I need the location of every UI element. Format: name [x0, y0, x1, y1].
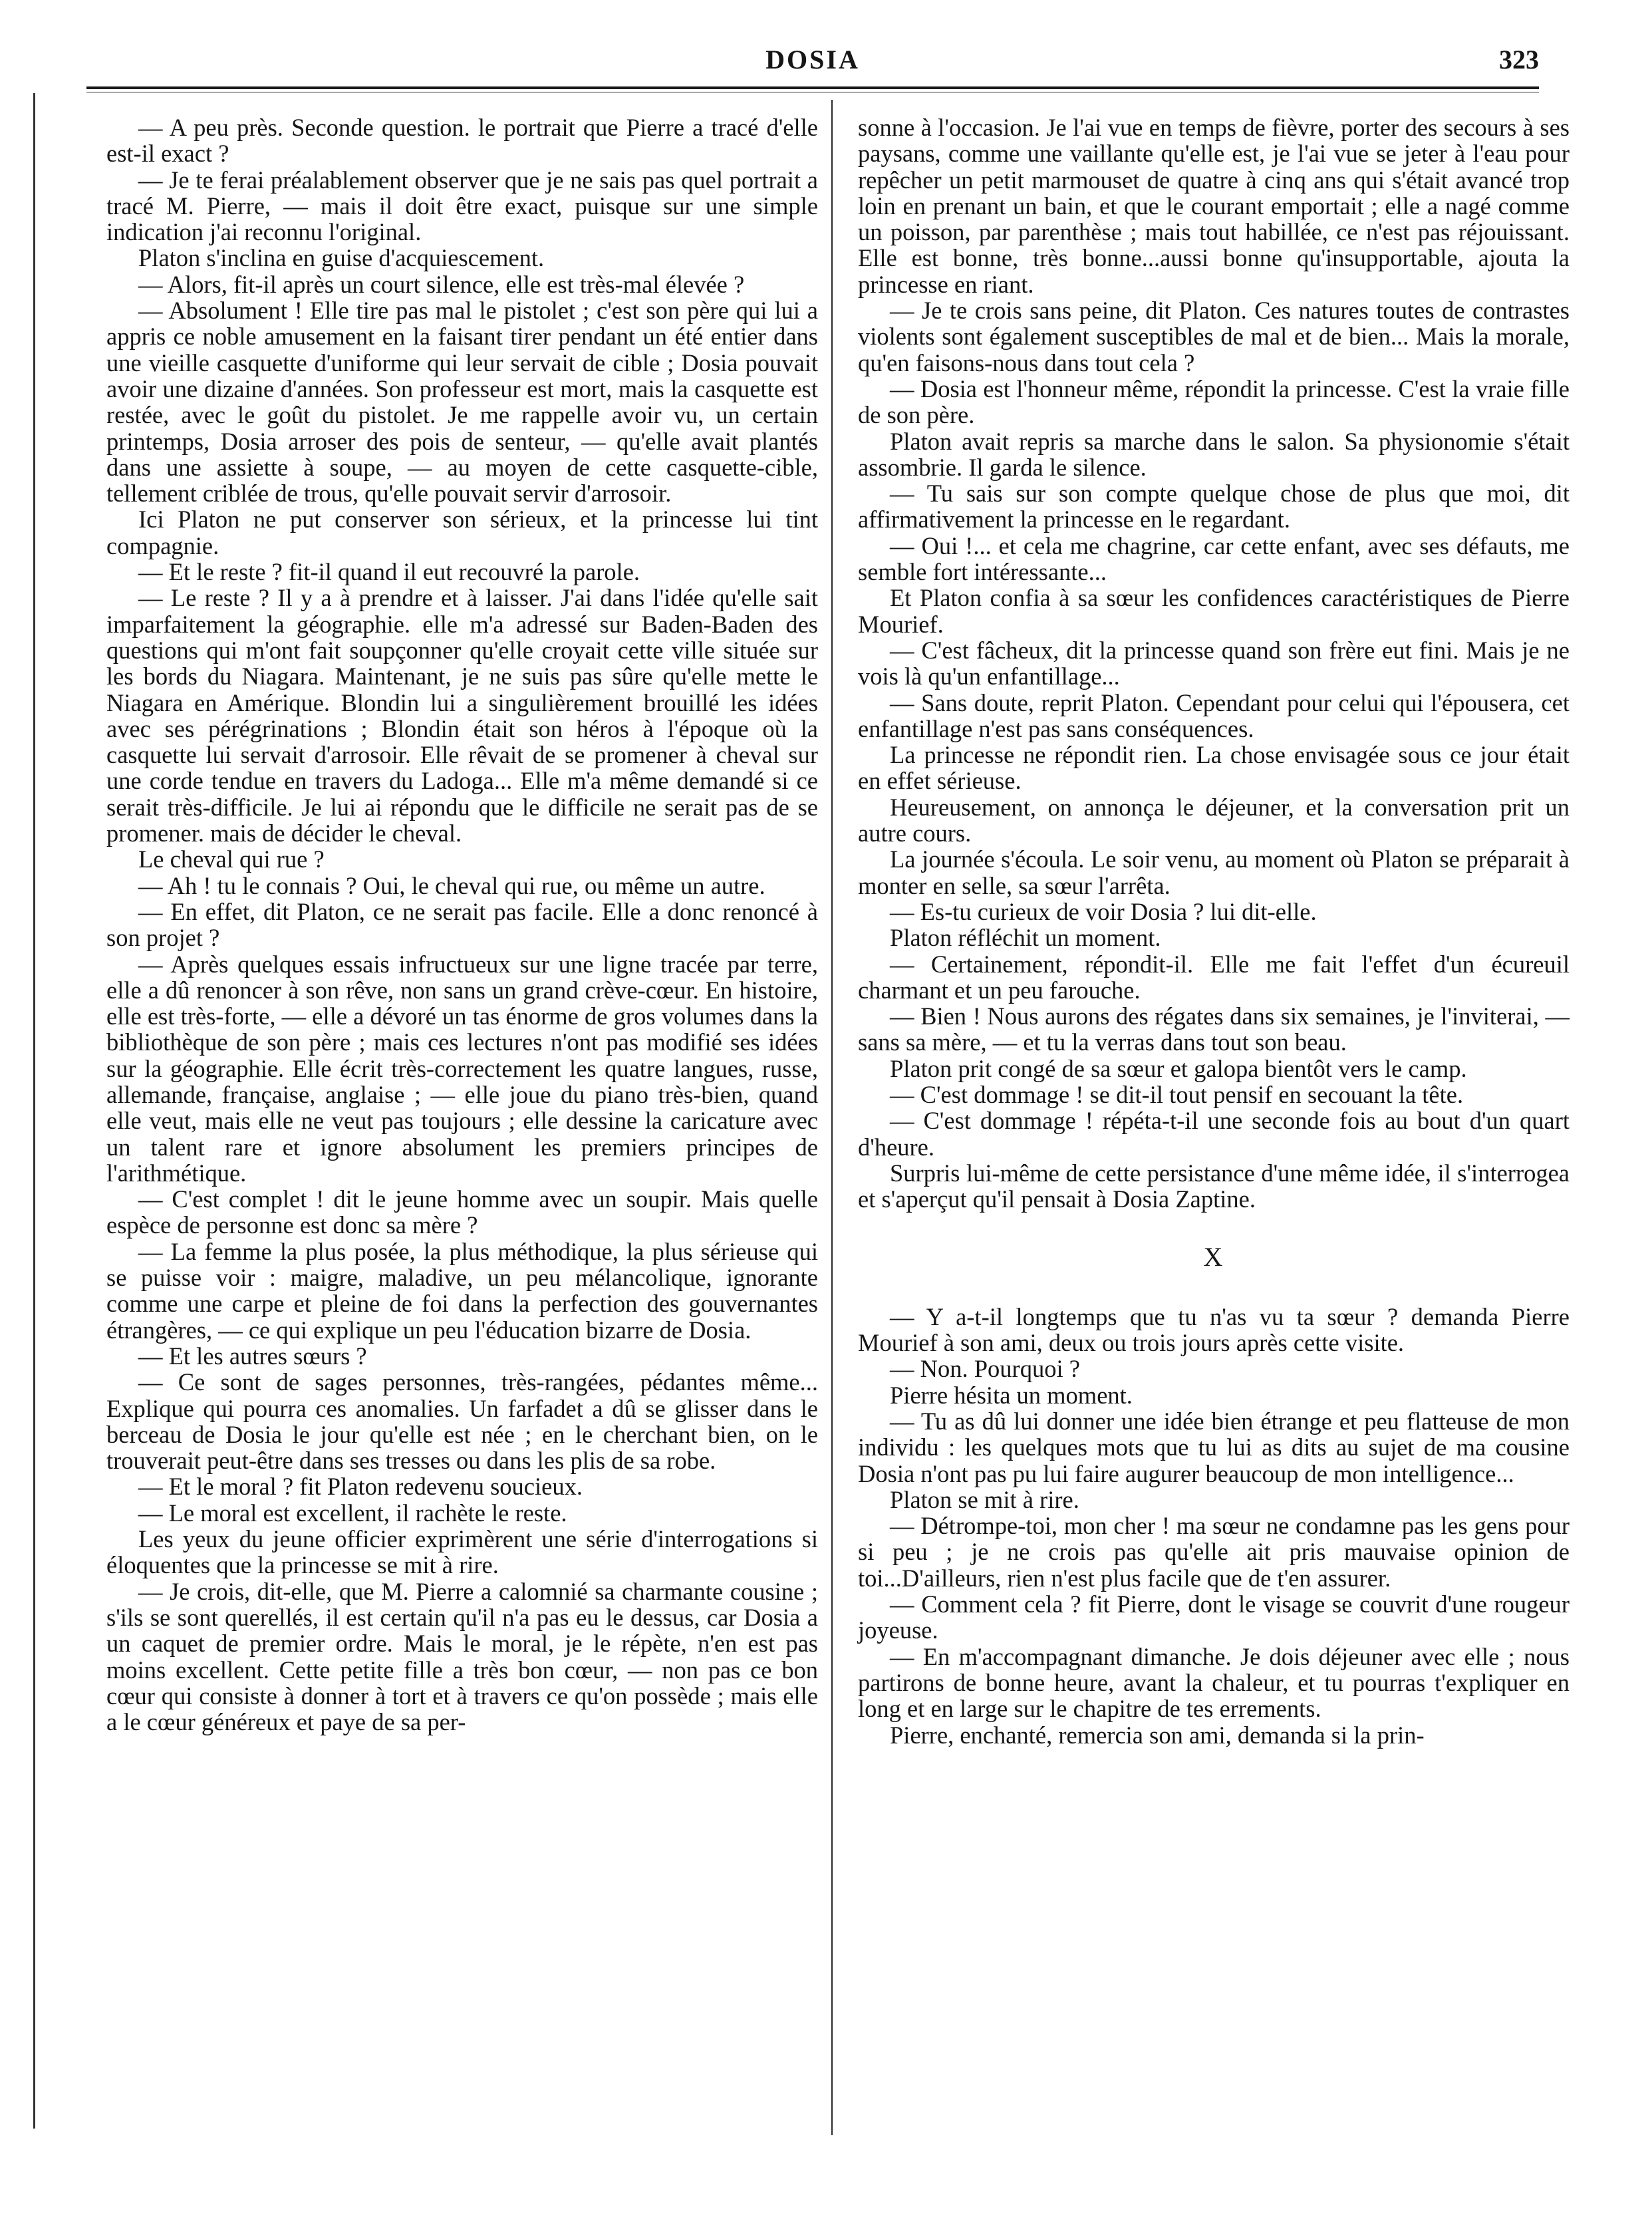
paragraph: — Ce sont de sages personnes, très-rangées, pédantes même... Explique qui pourra ces anomalies. Un farfadet a dû se glisser dans le berceau de Dosia le jour qu'elle est née ; en le cherchant bien, on le trouverait peut-être dans ses tresses ou dans les plis de sa robe.	[106, 1368, 818, 1475]
paragraph: — En m'accompagnant dimanche. Je dois déjeuner avec elle ; nous partirons de bonne heure, avant la chaleur, et tu pourras t'expliquer en long et en large sur le chapitre de tes errements.	[858, 1642, 1570, 1723]
paragraph: — Comment cela ? fit Pierre, dont le visage se couvrit d'une rougeur joyeuse.	[858, 1590, 1570, 1644]
paragraph: La journée s'écoula. Le soir venu, au moment où Platon se préparait à monter en selle, sa sœur l'arrêta.	[858, 845, 1570, 899]
paragraph: — Et le reste ? fit-il quand il eut recouvré la parole.	[138, 558, 640, 586]
paragraph: Platon réfléchit un moment.	[890, 924, 1161, 952]
paragraph: Pierre, enchanté, remercia son ami, demanda si la prin-	[890, 1721, 1425, 1749]
scan-margin-edge	[33, 93, 35, 2129]
paragraph: — Tu as dû lui donner une idée bien étrange et peu flatteuse de mon individu : les quelques mots que tu lui as dits au sujet de ma cousine Dosia n'ont pas pu lui faire augurer beaucoup de mon intelligence...	[858, 1407, 1570, 1487]
right-column-text-after	[858, 1304, 1570, 1748]
paragraph: — A peu près. Seconde question. le portrait que Pierre a tracé d'elle est-il exact ?	[106, 114, 818, 168]
paragraph: — Non. Pourquoi ?	[890, 1355, 1080, 1383]
paragraph: — Oui !... et cela me chagrine, car cette enfant, avec ses défauts, me semble fort intéressante...	[858, 531, 1570, 586]
header-rule	[86, 86, 1539, 89]
paragraph: — Sans doute, reprit Platon. Cependant pour celui qui l'épousera, cet enfantillage n'est pas sans conséquences.	[858, 688, 1570, 742]
paragraph: — Alors, fit-il après un court silence, elle est très-mal élevée ?	[138, 270, 745, 298]
paragraph: — Es-tu curieux de voir Dosia ? lui dit-elle.	[890, 897, 1317, 925]
paragraph: — La femme la plus posée, la plus méthodique, la plus sérieuse qui se puisse voir : maigre, maladive, un peu mélancolique, ignorante comme une carpe et pleine de foi dans la perfection des gouvernantes étrangères, — ce qui explique un peu l'éducation bizarre de Dosia.	[106, 1237, 818, 1344]
paragraph: — En effet, dit Platon, ce ne serait pas facile. Elle a donc renoncé à son projet ?	[106, 897, 818, 952]
paragraph: — Certainement, répondit-il. Elle me fait l'effet d'un écureuil charmant et un peu farouche.	[858, 950, 1570, 1004]
paragraph: — Le moral est excellent, il rachète le reste.	[138, 1499, 567, 1527]
paragraph: Platon avait repris sa marche dans le salon. Sa physionomie s'était assombrie. Il garda le silence.	[858, 427, 1570, 481]
paragraph: — Bien ! Nous aurons des régates dans six semaines, je l'inviterai, — sans sa mère, — et tu la verras dans tout son beau.	[858, 1002, 1570, 1056]
paragraph: — Tu sais sur son compte quelque chose de plus que moi, dit affirmativement la princesse en le regardant.	[858, 480, 1570, 533]
paragraph: Pierre hésita un moment.	[890, 1381, 1133, 1409]
paragraph: Surpris lui-même de cette persistance d'une même idée, il s'interrogea et s'aperçut qu'il pensait à Dosia Zaptine.	[858, 1159, 1570, 1213]
paragraph: — Je te ferai préalablement observer que je ne sais pas quel portrait a tracé M. Pierre, — mais il doit être exact, puisque sur une simple indication j'ai reconnu l'original.	[106, 166, 818, 246]
paragraph: — C'est dommage ! se dit-il tout pensif en secouant la tête.	[890, 1080, 1464, 1108]
paragraph: — Dosia est l'honneur même, répondit la princesse. C'est la vraie fille de son père.	[858, 374, 1570, 429]
paragraph: sonne à l'occasion. Je l'ai vue en temps de fièvre, porter des secours à ses paysans, comme une vaillante qu'elle est, je l'ai vue se jeter à l'eau pour repêcher un petit marmouset de quatre à cinq ans qui s'était avancé trop loin en prenant un bain, et que le courant emportait ; elle a nagé comme un poisson, par parenthèse ; mais tout habillée, ce n'est pas réjouissant. Elle est bonne, très bonne...aussi bonne qu'insupportable, ajouta la princesse en riant.	[858, 114, 1570, 298]
paragraph: — Détrompe-toi, mon cher ! ma sœur ne condamne pas les gens pour si peu ; je ne crois pas qu'elle ait pris mauvaise opinion de toi...D'ailleurs, rien n'est plus facile que de t'en assurer.	[858, 1512, 1570, 1592]
page-number: 323	[1499, 45, 1539, 74]
paragraph: — C'est fâcheux, dit la princesse quand son frère eut fini. Mais je ne vois là qu'un enfantillage...	[858, 636, 1570, 690]
paragraph: Platon s'inclina en guise d'acquiescement.	[138, 244, 545, 272]
paragraph: — Après quelques essais infructueux sur une ligne tracée par terre, elle a dû renoncer à son rêve, non sans un grand crève-cœur. En histoire, elle est très-forte, — elle a dévoré un tas énorme de gros volumes dans la bibliothèque de son père ; mais ces lectures n'ont pas modifié ses idées sur la géographie. Elle écrit très-correctement les quatre langues, russe, allemande, française, anglaise ; — elle joue du piano très-bien, quand elle veut, mais elle ne veut pas toujours ; elle dessine la caricature avec un talent rare et ignore absolument les premiers principes de l'arithmétique.	[106, 950, 818, 1187]
paragraph: La princesse ne répondit rien. La chose envisagée sous ce jour était en effet sérieuse.	[858, 741, 1570, 795]
paragraph: — C'est complet ! dit le jeune homme avec un soupir. Mais quelle espèce de personne est donc sa mère ?	[106, 1185, 818, 1239]
paragraph: Ici Platon ne put conserver son sérieux, et la princesse lui tint compagnie.	[106, 506, 818, 559]
column-divider	[831, 100, 833, 2135]
paragraph: — Absolument ! Elle tire pas mal le pistolet ; c'est son père qui lui a appris ce noble amusement en la faisant tirer pendant un été entier dans une vieille casquette d'uniforme qui leur servait de cible ; Dosia pouvait avoir une dizaine d'années. Son professeur est mort, mais la casquette est restée, avec le goût du pistolet. Je me rappelle avoir vu, un certain printemps, Dosia arroser des pois de senteur, — qu'elle avait plantés dans une assiette à soupe, — au moyen de cette casquette-cible, tellement criblée de trous, qu'elle pouvait servir d'arrosoir.	[106, 297, 818, 508]
right-column	[858, 114, 1570, 1748]
paragraph: — Le reste ? Il y a à prendre et à laisser. J'ai dans l'idée qu'elle sait imparfaitement la géographie. elle m'a adressé sur Baden-Baden des questions qui m'ont fait soupçonner qu'elle croyait cette ville située sur les bords du Niagara. Maintenant, je ne suis pas sûre qu'elle mette le Niagara en Amérique. Blondin lui a singulièrement brouillé les idées avec ses pérégrinations ; Blondin était son héros à l'époque où la casquette lui servait d'arrosoir. Elle rêvait de se promener à cheval sur une corde tendue en travers du Ladoga... Elle m'a même demandé si ce serait très-difficile. Je lui ai répondu que le difficile ne serait pas de se promener. mais de décider le cheval.	[106, 584, 818, 847]
page-header	[86, 39, 1539, 78]
paragraph: — Ah ! tu le connais ? Oui, le cheval qui rue, ou même un autre.	[138, 871, 765, 899]
paragraph: — Y a-t-il longtemps que tu n'as vu ta sœur ? demanda Pierre Mourief à son ami, deux ou trois jours après cette visite.	[858, 1302, 1570, 1357]
left-column	[106, 114, 818, 1735]
paragraph: — C'est dommage ! répéta-t-il une seconde fois au bout d'un quart d'heure.	[858, 1107, 1570, 1161]
paragraph: — Et les autres sœurs ?	[138, 1342, 367, 1370]
paragraph: Platon se mit à rire.	[890, 1485, 1079, 1513]
paragraph: — Je crois, dit-elle, que M. Pierre a calomnié sa charmante cousine ; s'ils se sont querellés, il est certain qu'il n'a pas eu le dessus, car Dosia a un caquet de premier ordre. Mais le moral, je le répète, n'en est pas moins excellent. Cette petite fille a très bon cœur, — non pas ce bon cœur qui consiste à donner à tort et à travers ce qu'on possède ; mais elle a le cœur généreux et paye de sa per-	[106, 1577, 818, 1736]
paragraph: Et Platon confia à sa sœur les confidences caractéristiques de Pierre Mourief.	[858, 584, 1570, 638]
paragraph: Les yeux du jeune officier exprimèrent une série d'interrogations si éloquentes que la princesse se mit à rire.	[106, 1525, 818, 1579]
paragraph: Le cheval qui rue ?	[138, 845, 325, 873]
paragraph: — Et le moral ? fit Platon redevenu soucieux.	[138, 1473, 583, 1501]
paragraph: — Je te crois sans peine, dit Platon. Ces natures toutes de contrastes violents sont également susceptibles de mal et de bien... Mais la morale, qu'en faisons-nous dans tout cela ?	[858, 297, 1570, 376]
running-title: DOSIA	[765, 45, 860, 74]
right-column-text-before	[858, 114, 1570, 1212]
paragraph: Platon prit congé de sa sœur et galopa bientôt vers le camp.	[890, 1054, 1467, 1082]
paragraph: Heureusement, on annonça le déjeuner, et la conversation prit un autre cours.	[858, 793, 1570, 847]
chapter-heading: X	[1203, 1242, 1224, 1272]
